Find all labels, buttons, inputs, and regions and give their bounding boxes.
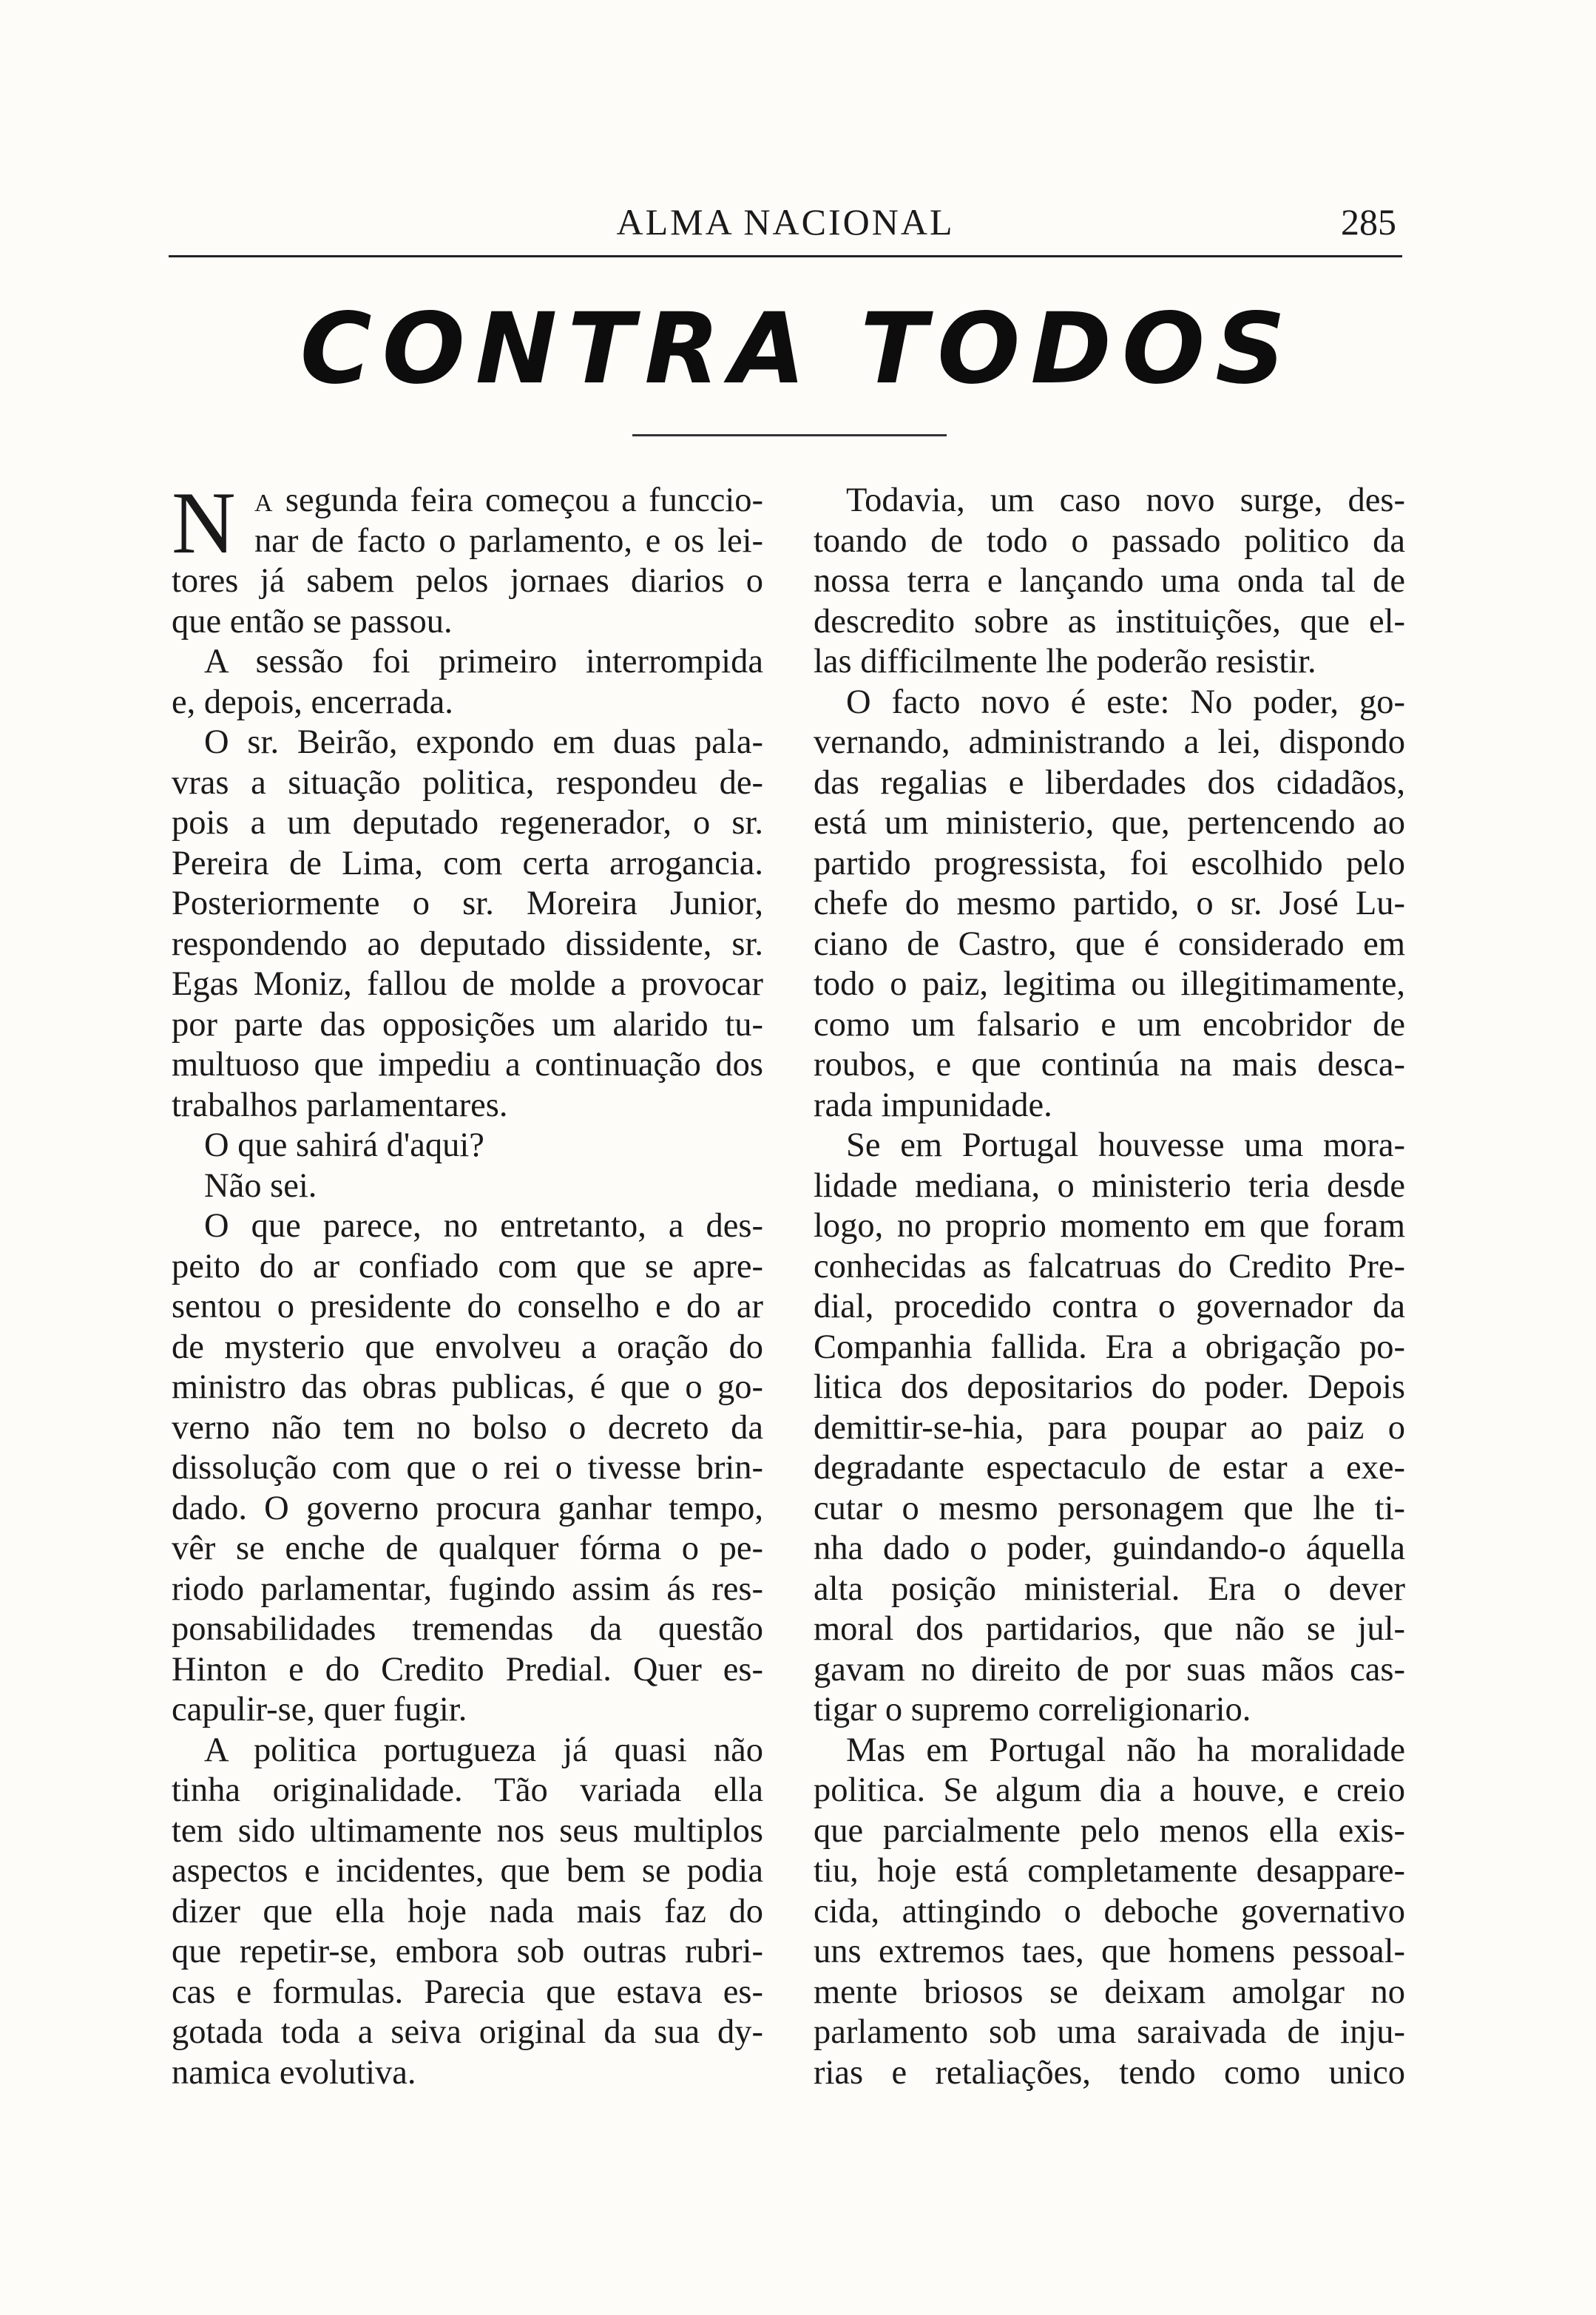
text-line: O sr. Beirão, expondo em duas pala-: [204, 723, 763, 761]
text-line: como um falsario e um encobridor de: [814, 1005, 1405, 1044]
text-line: lidade mediana, o ministerio teria desde: [814, 1166, 1405, 1205]
text-line: gavam no direito de por suas mãos cas-: [814, 1650, 1405, 1689]
text-line: ministro das obras publicas, é que o go-: [172, 1368, 763, 1406]
text-line: cutar o mesmo personagem que lhe ti-: [814, 1489, 1405, 1527]
text-line: chefe do mesmo partido, o sr. José Lu-: [814, 885, 1405, 922]
text-line: litica dos depositarios do poder. Depois: [814, 1368, 1405, 1406]
text-line: tiu, hoje está completamente desappare-: [814, 1852, 1405, 1890]
text-line: A segunda feira começou a funccio-: [254, 481, 763, 519]
text-line: cas e formulas. Parecia que estava es-: [172, 1973, 763, 2011]
text-line: Hinton e do Credito Predial. Quer es-: [172, 1650, 763, 1689]
text-line: uns extremos taes, que homens pessoal-: [814, 1933, 1405, 1970]
dropcap-smallcap: A: [254, 490, 274, 517]
text-line: gotada toda a seiva original da sua dy-: [172, 2013, 763, 2051]
text-line: dizer que ella hoje nada mais faz do: [172, 1892, 763, 1930]
text-line: rias e retaliações, tendo como unico: [814, 2053, 1405, 2092]
text-line: vras a situação politica, respondeu de-: [172, 763, 763, 802]
text-line: capulir-se, quer fugir.: [172, 1691, 467, 1728]
text-line: politica. Se algum dia a houve, e creio: [814, 1771, 1405, 1809]
text-line: e, depois, encerrada.: [172, 683, 453, 721]
text-line: todo o paiz, legitima ou illegitimamente,: [814, 965, 1405, 1003]
text-line: Não sei.: [204, 1166, 317, 1205]
text-line: conhecidas as falcatruas do Credito Pre-: [814, 1247, 1405, 1285]
text-line: tinha originalidade. Tão variada ella: [172, 1771, 763, 1809]
text-line: vernando, administrando a lei, dispondo: [814, 723, 1405, 761]
text-line: namica evolutiva.: [172, 2053, 416, 2092]
text-line: riodo parlamentar, fugindo assim ás res-: [172, 1569, 763, 1608]
text-line: trabalhos parlamentares.: [172, 1086, 508, 1124]
text-line: vêr se enche de qualquer fórma o pe-: [172, 1530, 763, 1567]
text-line: Mas em Portugal não ha moralidade: [846, 1731, 1405, 1769]
text-line: que parcialmente pelo menos ella exis-: [814, 1811, 1405, 1850]
text-line: ponsabilidades tremendas da questão: [172, 1610, 763, 1648]
text-line: tigar o supremo correligionario.: [814, 1691, 1251, 1728]
text-line: roubos, e que continúa na mais desca-: [814, 1046, 1405, 1084]
text-line: alta posição ministerial. Era o dever: [814, 1569, 1405, 1608]
text-line: rada impunidade.: [814, 1086, 1052, 1124]
text-line: nossa terra e lançando uma onda tal de: [814, 562, 1405, 600]
text-line: Egas Moniz, fallou de molde a provocar: [172, 965, 763, 1003]
text-line: sentou o presidente do conselho e do ar: [172, 1288, 763, 1325]
article-title: CONTRA TODOS: [300, 292, 1296, 406]
text-line: nha dado o poder, guindando-o áquella: [814, 1530, 1405, 1567]
running-title: ALMA NACIONAL: [616, 201, 955, 243]
text-line: dial, procedido contra o governador da: [814, 1288, 1405, 1325]
text-line: multuoso que impediu a continuação dos: [172, 1046, 763, 1084]
text-line: degradante espectaculo de estar a exe-: [814, 1449, 1405, 1487]
text-line: Pereira de Lima, com certa arrogancia.: [172, 844, 763, 882]
text-line: demittir-se-hia, para poupar ao paiz o: [814, 1408, 1405, 1447]
text-line: Se em Portugal houvesse uma mora-: [846, 1126, 1405, 1164]
text-line: logo, no proprio momento em que foram: [814, 1207, 1405, 1245]
text-line: das regalias e liberdades dos cidadãos,: [814, 763, 1405, 802]
title-divider: [632, 434, 947, 436]
text-line: parlamento sob uma saraivada de inju-: [814, 2013, 1405, 2051]
text-line: respondendo ao deputado dissidente, sr.: [172, 925, 763, 963]
text-line: moral dos partidarios, que não se jul-: [814, 1610, 1405, 1648]
text-line: ciano de Castro, que é considerado em: [814, 925, 1405, 963]
text-line: Companhia fallida. Era a obrigação po-: [814, 1328, 1405, 1366]
text-line: cida, attingindo o deboche governativo: [814, 1892, 1405, 1930]
text-line: tem sido ultimamente nos seus multiplos: [172, 1811, 763, 1850]
text-line: pois a um deputado regenerador, o sr.: [172, 804, 763, 842]
drop-cap: N: [172, 473, 236, 572]
text-line: de mysterio que envolveu a oração do: [172, 1328, 763, 1366]
right-column: [814, 481, 1405, 2093]
text-line: O que parece, no entretanto, a des-: [204, 1207, 763, 1245]
text-line: partido progressista, foi escolhido pelo: [814, 844, 1405, 882]
text-line: nar de facto o parlamento, e os lei-: [254, 521, 763, 560]
text-line: tores já sabem pelos jornaes diarios o: [172, 562, 763, 600]
text-line: descredito sobre as instituições, que el-: [814, 602, 1405, 641]
text-line: toando de todo o passado politico da: [814, 521, 1405, 560]
text-line: dissolução com que o rei o tivesse brin-: [172, 1449, 763, 1487]
text-line: A politica portugueza já quasi não: [204, 1731, 763, 1769]
text-line: O que sahirá d'aqui?: [204, 1126, 484, 1164]
text-line: peito do ar confiado com que se apre-: [172, 1247, 763, 1285]
left-column: [172, 473, 763, 2093]
text-line: verno não tem no bolso o decreto da: [172, 1408, 763, 1447]
text-line: Posteriormente o sr. Moreira Junior,: [172, 885, 763, 922]
text-line: está um ministerio, que, pertencendo ao: [814, 804, 1405, 842]
text-line: que então se passou.: [172, 602, 453, 641]
page-number: 285: [1341, 201, 1396, 243]
text-line: las difficilmente lhe poderão resistir.: [814, 643, 1316, 680]
text-line: A sessão foi primeiro interrompida: [204, 643, 763, 680]
text-line: aspectos e incidentes, que bem se podia: [172, 1852, 763, 1890]
text-line: mente briosos se deixam amolgar no: [814, 1973, 1405, 2011]
text-line: dado. O governo procura ganhar tempo,: [172, 1489, 763, 1527]
text-line: O facto novo é este: No poder, go-: [846, 683, 1405, 721]
text-line: que repetir-se, embora sob outras rubri-: [172, 1933, 763, 1970]
text-line: Todavia, um caso novo surge, des-: [846, 481, 1405, 519]
text-line: por parte das opposições um alarido tu-: [172, 1005, 763, 1044]
running-header: [169, 196, 1402, 257]
